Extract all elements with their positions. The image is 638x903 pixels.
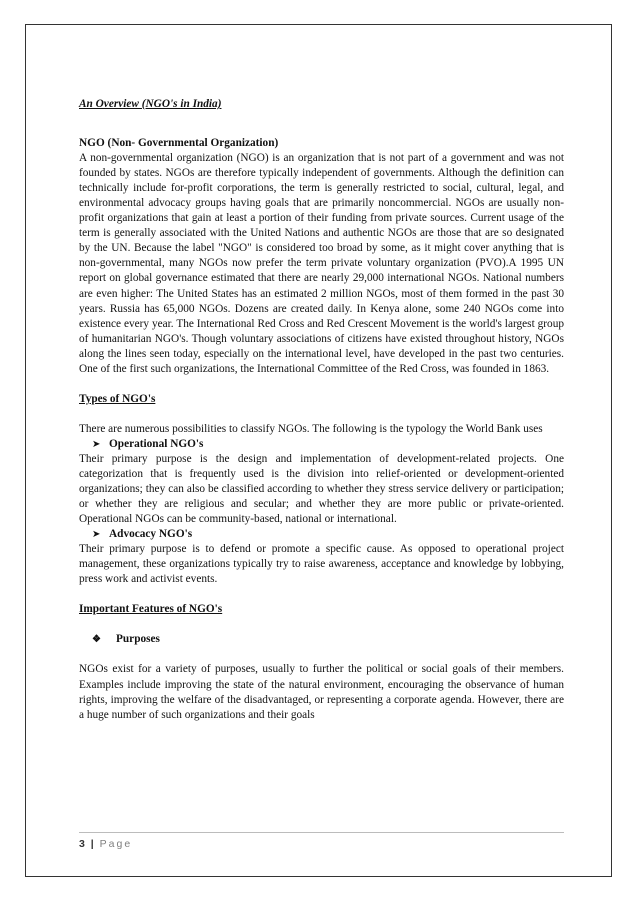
purposes-bullet: [79, 632, 564, 647]
types-intro: There are numerous possibilities to classify NGOs. The following is the typology the World Bank uses: [79, 422, 543, 435]
footer-divider: [79, 832, 564, 833]
advocacy-text: Their primary purpose is to defend or promote a specific cause. As opposed to operational project management, these organizations typically try to raise awareness, acceptance and knowledge by lobbying, press work and activist events.: [79, 543, 564, 586]
document-body: [79, 97, 564, 723]
arrow-bullet-icon: ➤: [92, 529, 101, 541]
purposes-text: NGOs exist for a variety of purposes, usually to further the political or social goals of their members. Examples include improving the state of the natural environment, encouraging the observance of human rights, improving the welfare of the disadvantaged, or representing a corporate agenda. However, there are a huge number of such organizations and their goals: [79, 663, 564, 721]
document-title: An Overview (NGO's in India): [79, 98, 222, 110]
operational-label: Operational NGO's: [109, 437, 204, 450]
purposes-label: Purposes: [116, 633, 160, 646]
page-number: 3: [79, 838, 85, 850]
advocacy-label: Advocacy NGO's: [109, 528, 193, 541]
operational-text: Their primary purpose is the design and implementation of development-related projects. One categorization that is frequently used is the division into relief-oriented or development-oriented organizations; they can also be classified according to whether they stress service delivery or participation; or whether they are religious and secular; and whether they are more public or private-oriented. Operational NGOs can be community-based, national or international.: [79, 452, 564, 526]
advocacy-bullet: [79, 527, 564, 542]
page-footer: [79, 838, 132, 850]
footer-separator: |: [90, 838, 94, 850]
ngo-paragraph: A non-governmental organization (NGO) is an organization that is not part of a government and was not founded by states. NGOs are therefore typically independent of governments. Although the definition can technically include for-profit corporations, the term is generally restricted to social, cultural, legal, and environmental advocacy groups having goals that are primarily noncommercial. NGOs are usually non-profit organizations that gain at least a portion of their funding from private sources. Current usage of the term is generally associated with the United Nations and authentic NGOs are those that are so designated by the UN. Because the label "NGO" is considered too broad by some, as it might cover anything that is non-governmental, many NGOs now prefer the term private voluntary organization (PVO).A 1995 UN report on global governance estimated that there are nearly 29,000 international NGOs. National numbers are even higher: The United States has an estimated 2 million NGOs, most of them formed in the past 30 years. Russia has 65,000 NGOs. Dozens are created daily. In Kenya alone, some 240 NGOs come into existence every year. The International Red Cross and Red Crescent Movement is the world's largest group of humanitarian NGO's. Though voluntary associations of citizens have existed throughout history, NGOs along the lines seen today, especially on the international level, have developed in the past two centuries. One of the first such organizations, the International Committee of the Red Cross, was founded in 1863.: [79, 152, 564, 375]
page-label: Page: [99, 838, 133, 850]
diamond-bullet-icon: ❖: [92, 634, 101, 646]
arrow-bullet-icon: ➤: [92, 438, 101, 450]
ngo-heading: NGO (Non- Governmental Organization): [79, 137, 279, 150]
operational-bullet: [79, 437, 564, 452]
features-heading: Important Features of NGO's: [79, 603, 223, 616]
types-heading: Types of NGO's: [79, 392, 156, 405]
